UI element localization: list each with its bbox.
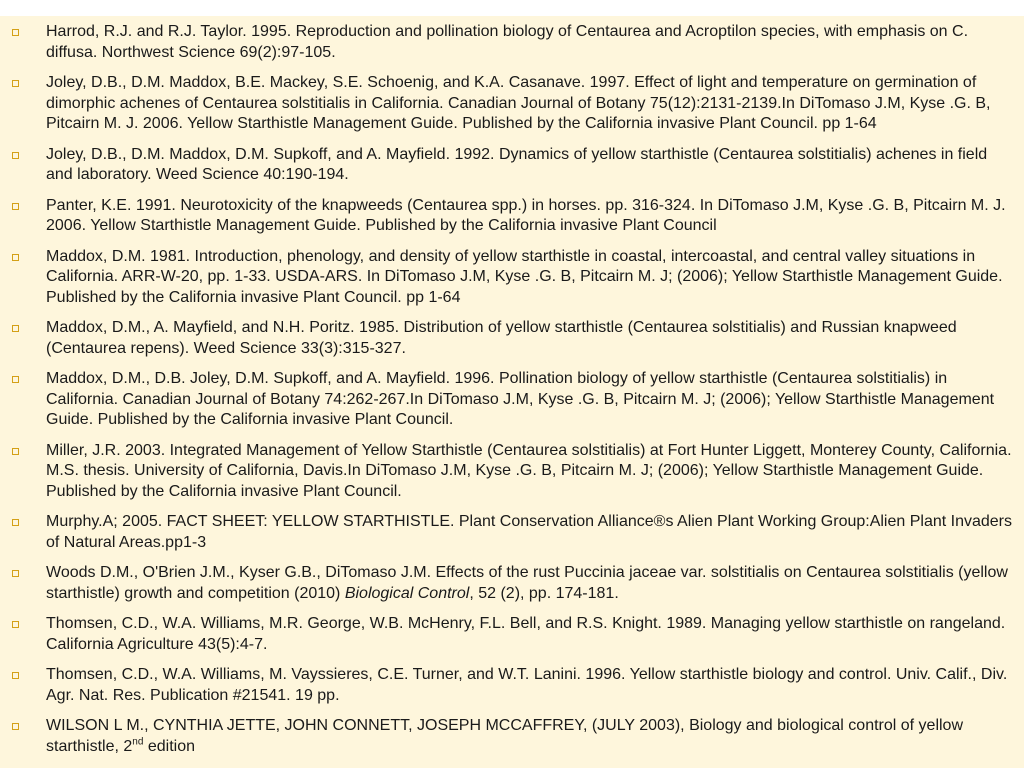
reference-text: Harrod, R.J. and R.J. Taylor. 1995. Reproduction and pollination biology of Centaurea and Acroptilon species, with emphasis on C. diffusa. Northwest Science 69(2):97-105. bbox=[46, 23, 969, 61]
reference-text: Joley, D.B., D.M. Maddox, B.E. Mackey, S.E. Schoenig, and K.A. Casanave. 1997. Effect of light and temperature on germination of dimorphic achenes of Centaurea solstitialis in California. Canadian Journal of Botany 75(12):2131-2139.In DiTomaso J.M, Kyse .G. B, Pitcairn M. J. 2006. Yellow Starthistle Management Guide. Published by the California invasive Plant Council. pp 1-64 bbox=[46, 74, 991, 132]
reference-item bbox=[0, 22, 1024, 63]
reference-item bbox=[0, 716, 1024, 757]
reference-item bbox=[0, 318, 1024, 359]
reference-text: Thomsen, C.D., W.A. Williams, M. Vayssieres, C.E. Turner, and W.T. Lanini. 1996. Yellow starthistle biology and control. Univ. Calif., Div. Agr. Nat. Res. Publication #21541. 19 pp. bbox=[46, 666, 1008, 704]
square-bullet-icon bbox=[12, 570, 19, 577]
reference-text bbox=[46, 717, 963, 755]
reference-item bbox=[0, 512, 1024, 553]
reference-text: Miller, J.R. 2003. Integrated Management of Yellow Starthistle (Centaurea solstitialis) at Fort Hunter Liggett, Monterey County, California. M.S. thesis. University of California, Davis.In DiTomaso J.M, Kyse .G. B, Pitcairn M. J; (2006); Yellow Starthistle Management Guide. Published by the California invasive Plant Council. bbox=[46, 441, 1012, 500]
reference-text: Murphy.A; 2005. FACT SHEET: YELLOW STARTHISTLE. Plant Conservation Alliance®s Alien Plant Working Group:Alien Plant Invaders of Natural Areas.pp1-3 bbox=[46, 513, 1013, 551]
square-bullet-icon bbox=[12, 203, 19, 210]
reference-text: Joley, D.B., D.M. Maddox, D.M. Supkoff, and A. Mayfield. 1992. Dynamics of yellow starthistle (Centaurea solstitialis) achenes in field and laboratory. Weed Science 40:190-194. bbox=[46, 145, 988, 183]
square-bullet-icon bbox=[12, 519, 19, 526]
square-bullet-icon bbox=[12, 672, 19, 679]
reference-text: Maddox, D.M., D.B. Joley, D.M. Supkoff, and A. Mayfield. 1996. Pollination biology of yellow starthistle (Centaurea solstitialis) in California. Canadian Journal of Botany 74:262-267.In DiTomaso J.M, Kyse .G. B, Pitcairn M. J; (2006); Yellow Starthistle Management Guide. Published by the California invasive Plant Council. bbox=[46, 370, 995, 428]
reference-text: Panter, K.E. 1991. Neurotoxicity of the knapweeds (Centaurea spp.) in horses. pp. 316-324. In DiTomaso J.M, Kyse .G. B, Pitcairn M. J. 2006. Yellow Starthistle Management Guide. Published by the California invasive Plant Council bbox=[46, 196, 1006, 234]
reference-item bbox=[0, 563, 1024, 604]
reference-text bbox=[46, 564, 1008, 602]
reference-text-part: edition bbox=[143, 737, 195, 755]
reference-text: Thomsen, C.D., W.A. Williams, M.R. George, W.B. McHenry, F.L. Bell, and R.S. Knight. 1989. Managing yellow starthistle on rangeland. California Agriculture 43(5):4-7. bbox=[46, 615, 1006, 653]
square-bullet-icon bbox=[12, 254, 19, 261]
reference-slide bbox=[0, 16, 1024, 768]
reference-text: Maddox, D.M. 1981. Introduction, phenology, and density of yellow starthistle in coastal, intercoastal, and central valley situations in California. ARR-W-20, pp. 1-33. USDA-ARS. In DiTomaso J.M, Kyse .G. B, Pitcairn M. J; (2006); Yellow Starthistle Management Guide. Published by the California invasive Plant Council. pp 1-64 bbox=[46, 247, 1003, 306]
square-bullet-icon bbox=[12, 376, 19, 383]
square-bullet-icon bbox=[12, 325, 19, 332]
reference-list bbox=[0, 22, 1024, 767]
square-bullet-icon bbox=[12, 448, 19, 455]
reference-item bbox=[0, 665, 1024, 706]
square-bullet-icon bbox=[12, 80, 19, 87]
reference-item bbox=[0, 614, 1024, 655]
square-bullet-icon bbox=[12, 723, 19, 730]
reference-item bbox=[0, 196, 1024, 237]
reference-item bbox=[0, 145, 1024, 186]
reference-item bbox=[0, 73, 1024, 135]
superscript: nd bbox=[132, 736, 144, 748]
reference-item bbox=[0, 441, 1024, 503]
square-bullet-icon bbox=[12, 152, 19, 159]
square-bullet-icon bbox=[12, 621, 19, 628]
reference-text-part: Woods D.M., O'Brien J.M., Kyser G.B., DiTomaso J.M. Effects of the rust Puccinia jaceae var. solstitialis on Centaurea solstitialis (yellow starthistle) growth and competition (2010) bbox=[46, 564, 1008, 602]
reference-item bbox=[0, 369, 1024, 431]
square-bullet-icon bbox=[12, 29, 19, 36]
reference-text: Maddox, D.M., A. Mayfield, and N.H. Poritz. 1985. Distribution of yellow starthistle (Centaurea solstitialis) and Russian knapweed (Centaurea repens). Weed Science 33(3):315-327. bbox=[46, 319, 957, 357]
journal-title: Biological Control bbox=[344, 584, 470, 602]
reference-text-part: , 52 (2), pp. 174-181. bbox=[469, 584, 619, 602]
reference-text-part: WILSON L M., CYNTHIA JETTE, JOHN CONNETT, JOSEPH MCCAFFREY, (JULY 2003), Biology and biological control of yellow starthistle, 2 bbox=[46, 717, 964, 755]
reference-item bbox=[0, 247, 1024, 309]
